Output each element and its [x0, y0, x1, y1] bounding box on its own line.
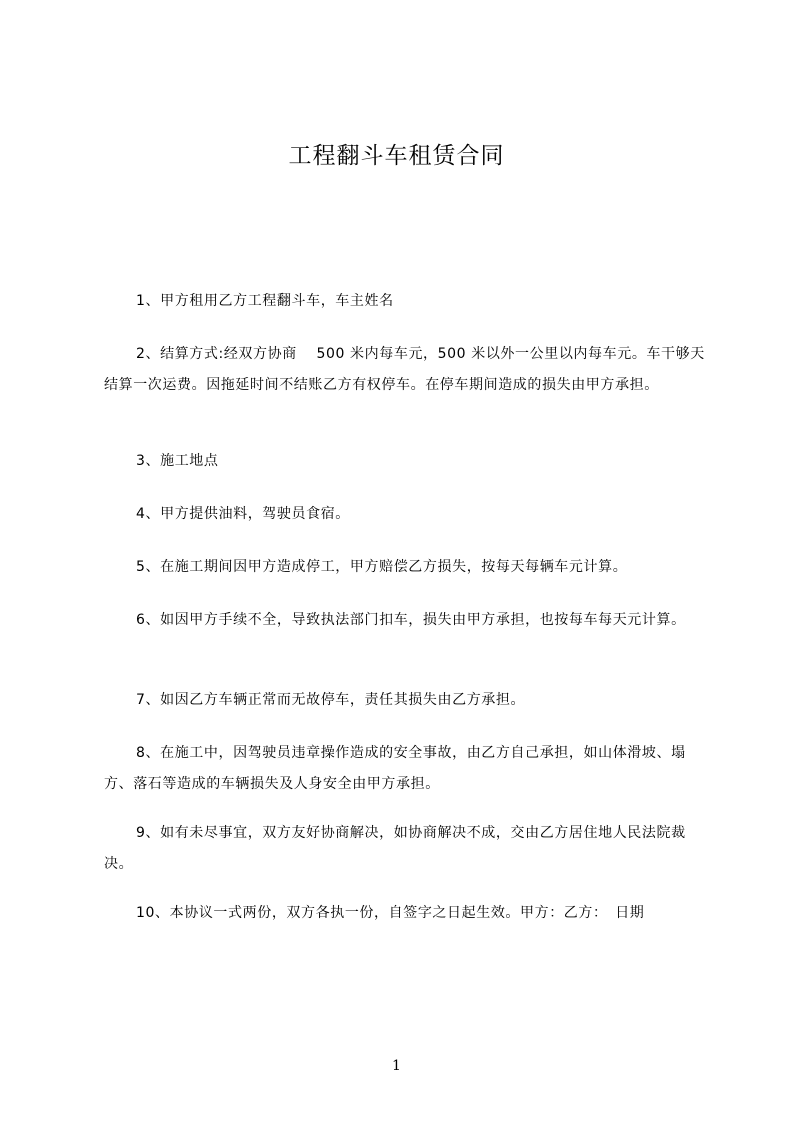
clause-2: 2、结算方式:经双方协商 500 米内每车元，500 米以外一公里以内每车元。车干够天结算一次运费。因拖延时间不结账乙方有权停车。在停车期间造成的损失由甲方承担。 [104, 346, 705, 393]
document-title: 工程翻斗车租赁合同 [288, 143, 505, 169]
clause-4: 4、甲方提供油料，驾驶员食宿。 [136, 506, 350, 522]
clause-3: 3、施工地点 [136, 453, 219, 469]
clause-6: 6、如因甲方手续不全，导致执法部门扣车，损失由甲方承担，也按每车每天元计算。 [136, 612, 686, 628]
clause-5: 5、在施工期间因甲方造成停工，甲方赔偿乙方损失，按每天每辆车元计算。 [136, 559, 628, 575]
clause-9: 9、如有未尽事宜，双方友好协商解决，如协商解决不成，交由乙方居住地人民法院裁决。 [104, 825, 686, 872]
page-number: 1 [392, 1058, 401, 1074]
clause-1: 1、甲方租用乙方工程翻斗车，车主姓名 [136, 293, 394, 309]
clause-10: 10、本协议一式两份，双方各执一份，自签字之日起生效。甲方：乙方： 日期 [136, 905, 645, 921]
clause-7: 7、如因乙方车辆正常而无故停车，责任其损失由乙方承担。 [136, 692, 526, 708]
clause-8: 8、在施工中，因驾驶员违章操作造成的安全事故，由乙方自己承担，如山体滑坡、塌方、落石等造成的车辆损失及人身安全由甲方承担。 [104, 745, 686, 792]
